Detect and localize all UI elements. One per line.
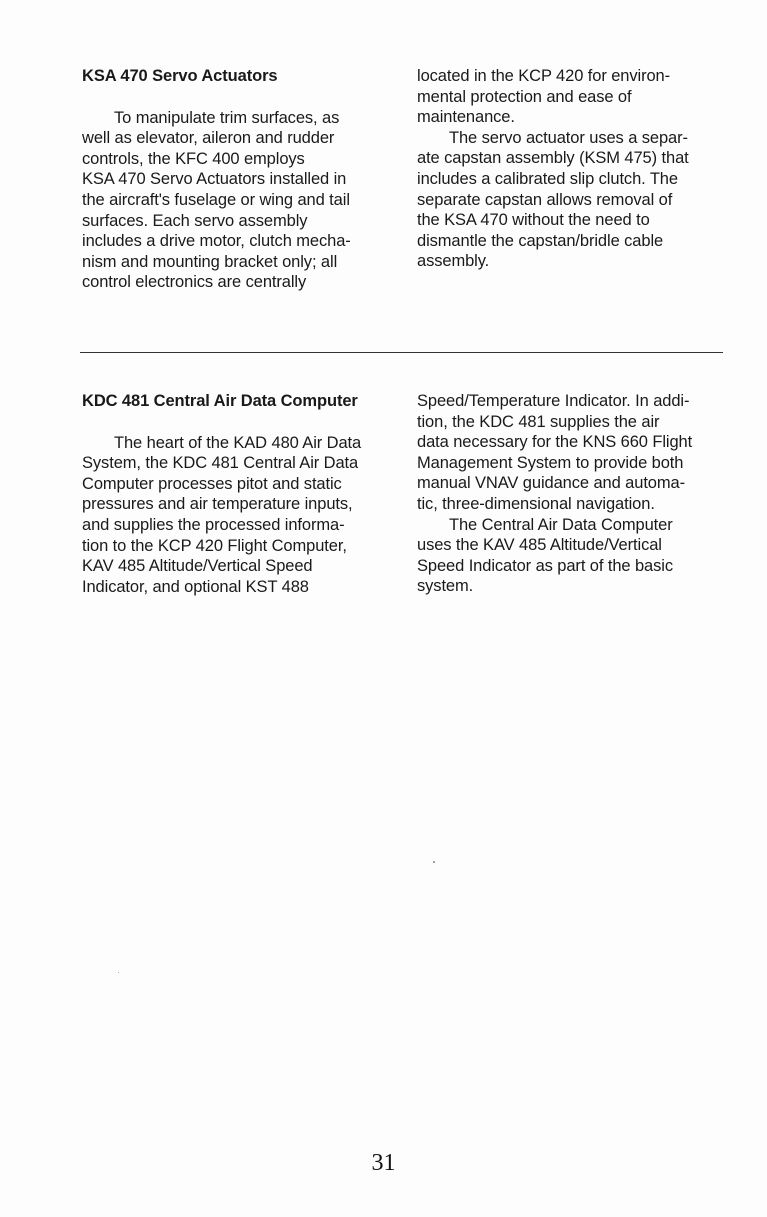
text-line: tic, three-dimensional navigation. [417, 494, 655, 513]
text-line: uses the KAV 485 Altitude/Vertical [417, 536, 662, 555]
section-heading-ksa470: KSA 470 Servo Actuators [82, 67, 278, 85]
text-line: system. [417, 577, 474, 596]
kdc481-body-left [82, 433, 392, 598]
text-line: and supplies the processed informa- [82, 515, 345, 534]
text-line: System, the KDC 481 Central Air Data [82, 454, 359, 473]
text-line: Speed Indicator as part of the basic [417, 556, 673, 575]
text-line: includes a calibrated slip clutch. The [417, 169, 678, 188]
section-divider [80, 352, 723, 353]
text-line: The Central Air Data Computer [449, 515, 673, 534]
text-line: Management System to provide both [417, 453, 684, 472]
text-line: The servo actuator uses a separ- [449, 128, 688, 147]
text-line: dismantle the capstan/bridle cable [417, 231, 664, 250]
text-line: maintenance. [417, 108, 515, 127]
text-line: mental protection and ease of [417, 87, 632, 106]
print-speck [118, 972, 119, 973]
text-line: Indicator, and optional KST 488 [82, 577, 309, 596]
text-line: separate capstan allows removal of [417, 190, 673, 209]
text-line: pressures and air temperature inputs, [82, 495, 353, 514]
text-line: tion to the KCP 420 Flight Computer, [82, 536, 347, 555]
text-line: KSA 470 Servo Actuators installed in [82, 170, 347, 189]
text-line: assembly. [417, 252, 490, 271]
text-line: located in the KCP 420 for environ- [417, 67, 671, 85]
text-line: includes a drive motor, clutch mecha- [82, 232, 351, 251]
text-line: manual VNAV guidance and automa- [417, 474, 685, 493]
text-line: nism and mounting bracket only; all [82, 252, 338, 271]
section-ksa470-right-column [417, 66, 729, 272]
text-line: Speed/Temperature Indicator. In addi- [417, 392, 690, 410]
text-line: surfaces. Each servo assembly [82, 211, 308, 230]
text-line: well as elevator, aileron and rudder [82, 129, 335, 148]
ksa470-body-left [82, 108, 382, 293]
print-speck [433, 861, 435, 863]
text-line: the aircraft's fuselage or wing and tail [82, 190, 350, 209]
text-line: tion, the KDC 481 supplies the air [417, 412, 660, 431]
text-line: data necessary for the KNS 660 Flight [417, 433, 693, 452]
section-heading-kdc481: KDC 481 Central Air Data Computer [82, 392, 358, 410]
text-line: Computer processes pitot and static [82, 474, 342, 493]
text-line: ate capstan assembly (KSM 475) that [417, 149, 689, 168]
section-kdc481-left-column [82, 391, 392, 597]
section-ksa470-left-column [82, 66, 382, 293]
text-line: KAV 485 Altitude/Vertical Speed [82, 557, 313, 576]
section-kdc481-right-column [417, 391, 729, 597]
page-number: 31 [371, 1150, 396, 1176]
text-line: The heart of the KAD 480 Air Data [114, 433, 362, 452]
text-line: controls, the KFC 400 employs [82, 149, 305, 168]
text-line: To manipulate trim surfaces, as [114, 108, 340, 127]
text-line: the KSA 470 without the need to [417, 211, 650, 230]
text-line: control electronics are centrally [82, 273, 307, 292]
